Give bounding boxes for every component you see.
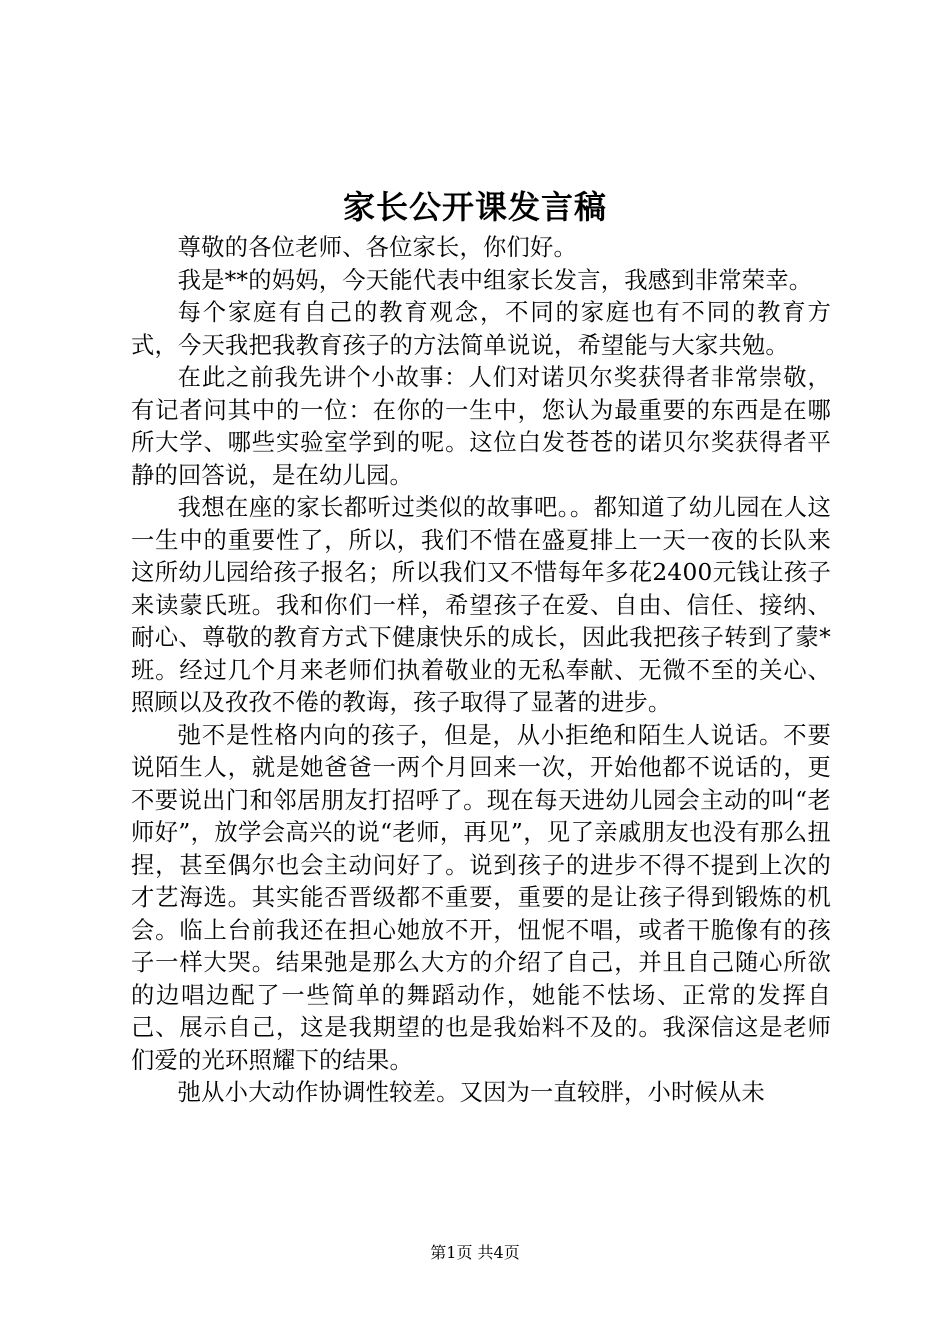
paragraph-motor-coordination: 弛从小大动作协调性较差。又因为一直较胖，小时候从未 xyxy=(177,1079,766,1106)
document-body xyxy=(131,232,831,1110)
paragraph-kindergarten-importance: 我想在座的家长都听过类似的故事吧。。都知道了幼儿园在人这一生中的重要性了，所以，我们不惜在盛夏排上一天一夜的长队来这所幼儿园给孩子报名；所以我们又不惜每年多花2400元钱让孩子来读蒙氏班。我和你们一样，希望孩子在爱、自由、信任、接纳、耐心、尊敬的教育方式下健康快乐的成长，因此我把孩子转到了蒙*班。经过几个月来老师们执着敬业的无私奉献、无微不至的关心、照顾以及孜孜不倦的教诲，孩子取得了显著的进步。 xyxy=(131,494,831,716)
paragraph-greeting: 尊敬的各位老师、各位家长，你们好。 xyxy=(177,234,578,261)
page-number-footer: 第1页 共4页 xyxy=(430,1243,520,1262)
paragraph-introduction: 我是**的妈妈，今天能代表中组家长发言，我感到非常荣幸。 xyxy=(177,266,813,294)
paragraph-child-progress: 弛不是性格内向的孩子，但是，从小拒绝和陌生人说话。不要说陌生人，就是她爸爸一两个月回来一次，开始他都不说话的，更不要说出门和邻居朋友打招呼了。现在每天进幼儿园会主动的叫“老师好”，放学会高兴的说“老师，再见”，见了亲戚朋友也没有那么扭捏，甚至偶尔也会主动问好了。说到孩子的进步不得不提到上次的才艺海选。其实能否晋级都不重要，重要的是让孩子得到锻炼的机会。临上台前我还在担心她放不开，忸怩不唱，或者干脆像有的孩子一样大哭。结果弛是那么大方的介绍了自己，并且自己随心所欲的边唱边配了一些简单的舞蹈动作，她能不怯场、正常的发挥自己、展示自己，这是我期望的也是我始料不及的。我深信这是老师们爱的光环照耀下的结果。 xyxy=(131,721,831,1074)
document-title: 家长公开课发言稿 xyxy=(342,188,607,226)
paragraph-education-methods: 每个家庭有自己的教育观念，不同的家庭也有不同的教育方式，今天我把我教育孩子的方法简单说说，希望能与大家共勉。 xyxy=(131,299,831,359)
paragraph-nobel-story: 在此之前我先讲个小故事：人们对诺贝尔奖获得者非常崇敬，有记者问其中的一位：在你的一生中，您认为最重要的东西是在哪所大学、哪些实验室学到的呢。这位白发苍苍的诺贝尔奖获得者平静的回答说，是在幼儿园。 xyxy=(131,364,831,489)
